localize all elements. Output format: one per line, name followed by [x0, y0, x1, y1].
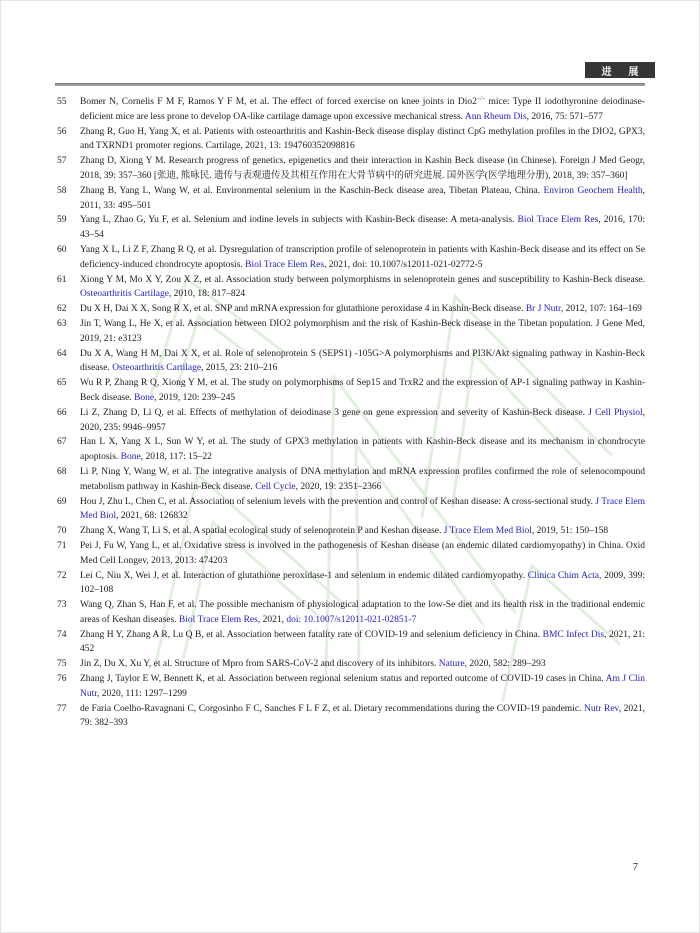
- reference-text-segment: Li Z, Zhang D, Li Q, et al. Effects of methylation of deiodinase 3 gene on gene expression and severity of Kashin-Beck disease.: [80, 407, 589, 418]
- reference-item: [57, 273, 645, 303]
- reference-text-segment: , 2009, 399: 102–108: [80, 570, 646, 596]
- reference-number: 77: [57, 703, 67, 714]
- journal-link[interactable]: Cell Cycle: [255, 481, 296, 492]
- reference-number: 65: [57, 378, 67, 389]
- journal-link[interactable]: Biol Trace Elem Res: [178, 614, 258, 625]
- reference-text-segment: Du X H, Dai X X, Song R X, et al. SNP and mRNA expression for glutathione peroxidase 4 in Kashin-Beck disease.: [80, 304, 526, 315]
- reference-text-segment: , 2020, 111: 1297–1299: [97, 688, 187, 699]
- reference-number: 71: [57, 540, 67, 551]
- reference-number: 67: [57, 437, 67, 448]
- reference-text-segment: , 2016, 170: 43–54: [80, 215, 645, 241]
- reference-text-segment: Xiong Y M, Mo X Y, Zou X Z, et al. Association study between polymorphisms in selenoprotein genes and susceptibility to Kashin-Beck disease.: [80, 274, 645, 285]
- journal-link[interactable]: Bone: [134, 392, 155, 403]
- reference-text: [80, 672, 645, 702]
- reference-text-segment: Pei J, Fu W, Yang L, et al. Oxidative stress is involved in the pathogenesis of Keshan disease (an endemic dilated cardiomyopathy) in China. Oxid Med Cell Longev, 2013, 2013: 474203: [80, 540, 645, 566]
- reference-item: [57, 125, 645, 155]
- reference-number: 60: [57, 244, 67, 255]
- reference-text-segment: , 2021,: [257, 614, 287, 625]
- reference-number: 58: [57, 185, 67, 196]
- header-divider: [55, 83, 645, 86]
- journal-link[interactable]: Clinica Chim Acta: [527, 570, 600, 581]
- reference-number: 64: [57, 348, 67, 359]
- reference-text: [80, 569, 645, 599]
- reference-item: [57, 539, 645, 569]
- reference-text: [80, 376, 645, 406]
- reference-text-segment: , 2018, 117: 15–22: [140, 452, 212, 463]
- reference-text: [80, 213, 645, 243]
- reference-text: [80, 657, 645, 672]
- reference-text-segment: Jin T, Wang L, He X, et al. Association between DIO2 polymorphism and the risk of Kashin-Beck disease in the Tibetan population. J Gene Med, 2019, 21: e3123: [80, 318, 645, 344]
- reference-item: [57, 406, 645, 436]
- reference-number: 57: [57, 156, 67, 167]
- reference-text: [80, 125, 645, 155]
- reference-text-segment: Hou J, Zhu L, Chen C, et al. Association of selenium levels with the prevention and control of Keshan disease: A cross-sectional study.: [80, 496, 596, 507]
- reference-item: [57, 569, 645, 599]
- reference-text-segment: Yang L, Zhao G, Yu F, et al. Selenium and iodine levels in subjects with Kashin-Beck disease: A meta-analysis.: [80, 215, 518, 226]
- reference-text-segment: Lei C, Niu X, Wei J, et al. Interaction of glutathione peroxidase-1 and selenium in endemic dilated cardiomyopathy.: [80, 570, 528, 581]
- reference-item: [57, 302, 645, 317]
- reference-text-segment: Wang Q, Zhan S, Han F, et al. The possible mechanism of physiological adaptation to the low-Se diet and its health risk in the traditional endemic areas of Keshan diseases.: [80, 600, 645, 625]
- reference-text: [80, 184, 645, 214]
- journal-link[interactable]: Environ Geochem Health: [543, 185, 643, 196]
- reference-number: 55: [57, 97, 67, 107]
- journal-link[interactable]: Am J Clin Nutr: [80, 674, 645, 699]
- reference-number: 70: [57, 526, 67, 537]
- reference-number: 63: [57, 318, 67, 329]
- journal-link[interactable]: Br J Nutr: [525, 304, 561, 315]
- reference-text-segment: , 2011, 33: 495–501: [80, 185, 646, 211]
- reference-text-segment: Zhang X, Wang T, Li S, et al. A spatial ecological study of selenoprotein P and Keshan disease.: [80, 526, 444, 537]
- reference-text-segment: , 2015, 23: 210–216: [201, 363, 278, 374]
- reference-text-segment: , 2010, 18: 817–824: [168, 289, 246, 300]
- journal-link[interactable]: Osteoarthritis Cartilage: [80, 289, 169, 300]
- reference-text-segment: Zhang R, Guo H, Yang X, et al. Patients with osteoarthritis and Kashin-Beck disease display distinct CpG methylation profiles in the DIO2, GPX3, and TXRND1 promoter regions. Cartilage, 2021, 13: 194760352098816: [80, 126, 645, 152]
- reference-number: 73: [57, 600, 67, 611]
- reference-text: [80, 539, 645, 569]
- reference-item: [57, 702, 645, 732]
- reference-number: 75: [57, 659, 67, 670]
- reference-item: [57, 184, 645, 214]
- reference-text: [80, 465, 645, 495]
- journal-link[interactable]: Ann Rheum Dis: [464, 111, 527, 122]
- reference-text: [80, 317, 645, 347]
- journal-link[interactable]: Nature: [438, 659, 465, 670]
- reference-text: [80, 347, 645, 377]
- reference-text: [80, 154, 645, 184]
- reference-number: 66: [57, 407, 67, 418]
- reference-text-segment: de Faria Coelho-Ravagnani C, Corgosinho F C, Sanches F L F Z, et al. Dietary recommendations during the COVID-19 pandemic.: [80, 703, 584, 714]
- reference-text-segment: Han L X, Yang X L, Sun W Y, et al. The study of GPX3 methylation in patients with Kashin-Beck disease and its mechanism in chondrocyte apoptosis.: [80, 437, 645, 463]
- reference-text: [80, 524, 645, 539]
- reference-text: [80, 273, 645, 303]
- journal-link[interactable]: doi: 10.1007/s12011-021-02851-7: [286, 614, 417, 625]
- reference-text-segment: Zhang B, Yang L, Wang W, et al. Environmental selenium in the Kaschin-Beck disease area, Tibetan Plateau, China.: [80, 185, 544, 196]
- reference-text-segment: , 2012, 107: 164–169: [560, 304, 642, 315]
- reference-text: [80, 302, 645, 317]
- reference-text-segment: mice: Type II iodothyronine deiodinase-deficient mice are less prone to develop OA-like cartilage damage upon excessive mechanical stress.: [80, 97, 645, 122]
- reference-item: [57, 628, 645, 658]
- reference-number: 76: [57, 674, 67, 685]
- reference-text-segment: , 2019, 120: 239–245: [154, 392, 236, 403]
- reference-text-segment: Wu R P, Zhang R Q, Xiong Y M, et al. The study on polymorphisms of Sep15 and TrxR2 and the expression of AP-1 signaling pathway in Kashin-Beck disease.: [80, 378, 645, 403]
- reference-text-segment: Bomer N, Cornelis F M F, Ramos Y F M, et al. The effect of forced exercise on knee joints in Dio2: [80, 97, 477, 107]
- reference-text: [80, 435, 645, 465]
- reference-number: 61: [57, 274, 67, 285]
- reference-text-segment: Zhang J, Taylor E W, Bennett K, et al. Association between regional selenium status and reported outcome of COVID-19 cases in China.: [80, 674, 606, 685]
- journal-link[interactable]: Osteoarthritis Cartilage: [112, 363, 202, 374]
- reference-text-segment: , 2020, 19: 2351–2366: [295, 481, 382, 492]
- reference-item: [57, 465, 645, 495]
- reference-item: [57, 376, 645, 406]
- journal-link[interactable]: Biol Trace Elem Res: [245, 259, 325, 270]
- reference-item: [57, 347, 645, 377]
- reference-text: [80, 702, 645, 732]
- reference-text-segment: Li P, Ning Y, Wang W, et al. The integrative analysis of DNA methylation and mRNA expression profiles confirmed the role of selenocompound metabolism pathway in Kashin-Beck disease.: [80, 466, 645, 492]
- reference-text-segment: , 2016, 75: 571–577: [526, 111, 603, 122]
- reference-text-segment: , 2021, 21: 452: [80, 629, 646, 655]
- reference-item: [57, 317, 645, 347]
- reference-text-segment: , 2020, 235: 9946–9957: [80, 407, 645, 433]
- reference-item: [57, 95, 645, 125]
- reference-item: [57, 435, 645, 465]
- reference-text-segment: Zhang D, Xiong Y M. Research progress of genetics, epigenetics and their interaction in Kashin Beck disease (in Chinese). Foreign J Med Geogr, 2018, 39: 357–360 [张迪, 熊咏民. 遗传与表观遗传及其相互作用在大骨节病中的研究进展. 国外医学(医学地理分册), 2018, 39: 357–360]: [80, 156, 645, 181]
- reference-text-segment: Du X A, Wang H M, Dai X X, et al. Role of selenoprotein S (SEPS1) -105G>A polymorphisms and PI3K/Akt signaling pathway in Kashin-Beck disease.: [80, 348, 645, 374]
- superscript-text: −/−: [476, 95, 486, 102]
- reference-text: [80, 628, 645, 658]
- reference-number: 62: [57, 304, 67, 315]
- reference-number: 59: [57, 215, 67, 226]
- reference-number: 68: [57, 466, 67, 477]
- reference-list: [57, 95, 645, 731]
- reference-text: [80, 495, 645, 525]
- journal-link[interactable]: J Trace Elem Med Biol: [443, 526, 532, 537]
- reference-text-segment: Zhang H Y, Zhang A R, Lu Q B, et al. Association between fatality rate of COVID-19 and selenium deficiency in China.: [80, 629, 543, 640]
- reference-number: 74: [57, 629, 67, 640]
- reference-text: [80, 406, 645, 436]
- page-number: 7: [632, 862, 638, 873]
- section-badge-label: 进 展: [601, 66, 646, 78]
- reference-text-segment: Jin Z, Du X, Xu Y, et al. Structure of Mpro from SARS-CoV-2 and discovery of its inhibitors.: [80, 659, 439, 670]
- reference-text-segment: , 2019, 51: 150–158: [531, 526, 609, 537]
- reference-item: [57, 524, 645, 539]
- journal-link[interactable]: J Cell Physiol: [588, 407, 643, 418]
- reference-number: 72: [57, 570, 67, 581]
- journal-link[interactable]: J Trace Elem Med Biol: [80, 496, 645, 522]
- reference-text: [80, 598, 645, 628]
- reference-text-segment: , 2021, 79: 382–393: [80, 703, 646, 729]
- reference-text-segment: , 2020, 582: 289–293: [464, 659, 546, 670]
- reference-item: [57, 672, 645, 702]
- journal-link[interactable]: Biol Trace Elem Res: [517, 215, 599, 226]
- reference-item: [57, 213, 645, 243]
- journal-link[interactable]: BMC Infect Dis: [542, 629, 605, 640]
- reference-item: [57, 598, 645, 628]
- reference-text-segment: Yang X L, Li Z F, Zhang R Q, et al. Dysregulation of transcription profile of selenoprotein in patients with Kashin-Beck disease and its effect on Se deficiency-induced chondrocyte apoptosis.: [80, 244, 645, 270]
- journal-link[interactable]: Bone: [120, 452, 141, 463]
- journal-link[interactable]: Nutr Rev: [584, 703, 619, 714]
- reference-text-segment: , 2021, 68: 126832: [116, 511, 188, 522]
- reference-item: [57, 495, 645, 525]
- section-badge: [585, 62, 655, 78]
- reference-item: [57, 154, 645, 184]
- reference-number: 69: [57, 496, 67, 507]
- reference-item: [57, 243, 645, 273]
- reference-text: [80, 95, 645, 125]
- reference-number: 56: [57, 126, 67, 137]
- reference-text: [80, 243, 645, 273]
- reference-text-segment: , 2021, doi: 10.1007/s12011-021-02772-5: [324, 259, 483, 270]
- reference-item: [57, 657, 645, 672]
